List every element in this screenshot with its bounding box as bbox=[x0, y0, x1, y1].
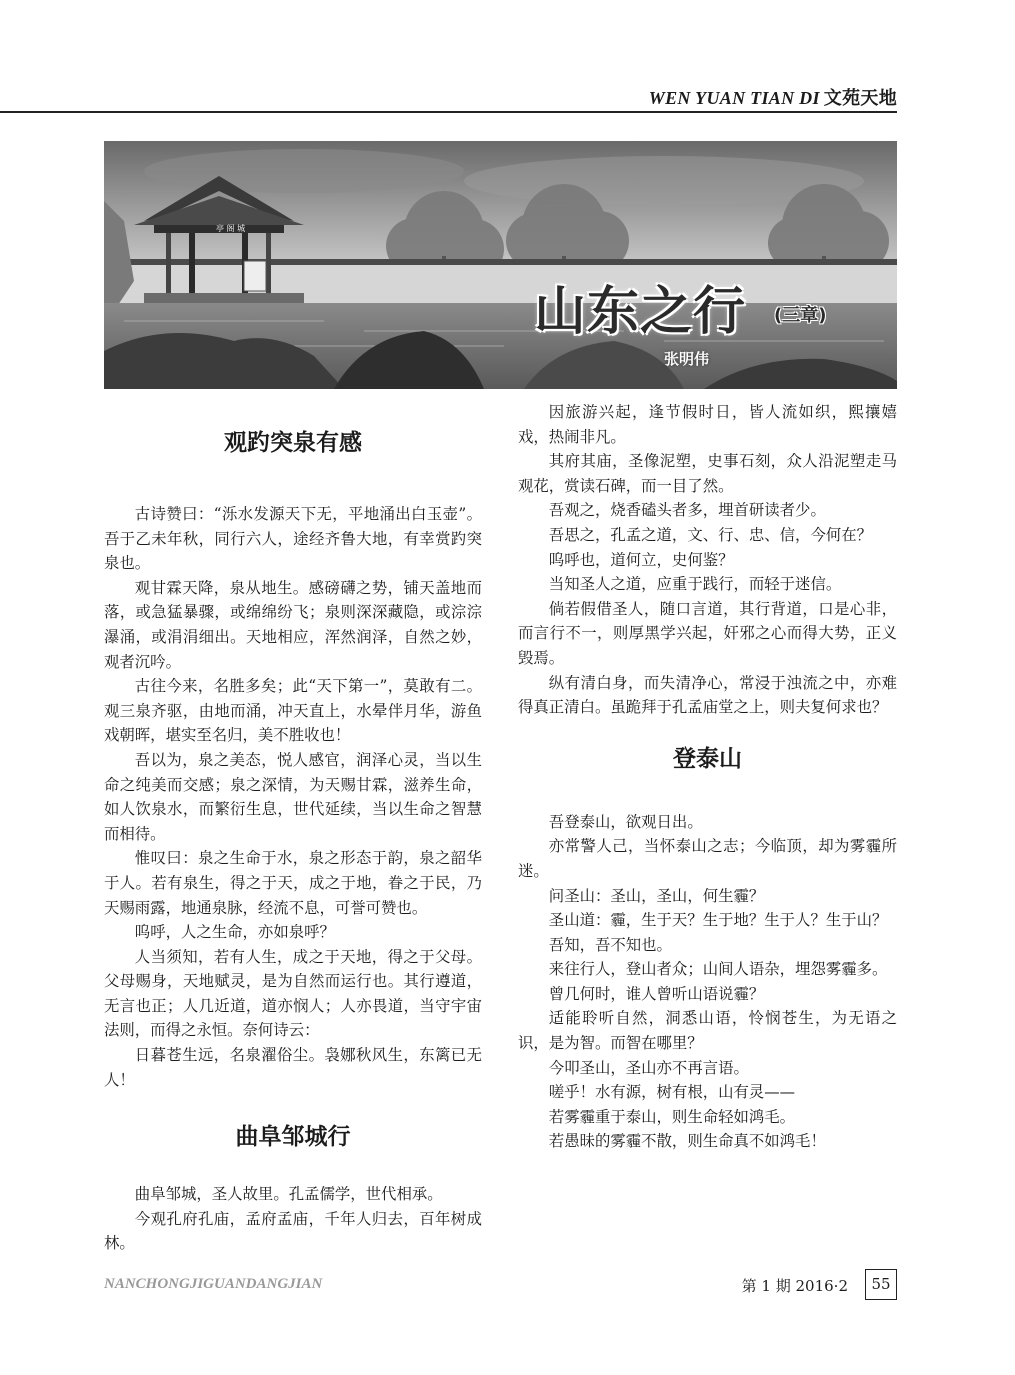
column-title bbox=[649, 84, 897, 110]
paragraph: 观甘霖天降，泉从地生。感磅礴之势，铺天盖地而落，或急猛暴骤，或绵绵纷飞；泉则深深藏隐，或淙淙瀑涌，或涓涓细出。天地相应，浑然润泽，自然之妙，观者沉吟。 bbox=[104, 578, 482, 671]
banner-title: 山东之行 bbox=[534, 282, 747, 342]
paragraph: 因旅游兴起，逢节假时日，皆人流如织，熙攘嬉戏，热闹非凡。 bbox=[518, 403, 897, 446]
left-column bbox=[104, 400, 482, 1256]
section-title-quan: 观趵突泉有感 bbox=[224, 429, 362, 456]
paragraph: 呜呼也，道何立，史何鉴？ bbox=[548, 550, 734, 569]
paragraph: 吾登泰山，欲观日出。 bbox=[548, 812, 703, 831]
section-title-qufu: 曲阜邹城行 bbox=[235, 1123, 351, 1151]
issue-info: 第 1 期 2016·2 bbox=[741, 1277, 848, 1295]
paragraph: 圣山道：霾，生于天？生于地？生于人？生于山？ bbox=[548, 911, 888, 930]
paragraph: 其府其庙，圣像泥塑，史事石刻，众人沿泥塑走马观花，赏读石碑，而一目了然。 bbox=[518, 452, 897, 495]
paragraph: 人当须知，若有人生，成之于天地，得之于父母。父母赐身，天地赋灵，是为自然而运行也。其行遵道，无言也正；人几近道，道亦悯人；人亦畏道，当守宇宙法则，而得之永恒。奈何诗云： bbox=[104, 947, 482, 1040]
paragraph: 纵有清白身，而失清净心，常浸于浊流之中，亦难得真正清白。虽跪拜于孔孟庙堂之上，则夫复何求也？ bbox=[518, 673, 897, 717]
paragraph: 适能聆听自然，洞悉山语，怜悯苍生，为无语之识，是为智。而智在哪里？ bbox=[518, 1009, 897, 1053]
paragraph: 吾以为，泉之美态，悦人感官，润泽心灵，当以生命之纯美而交感；泉之深情，为天赐甘霖，滋养生命，如人饮泉水，而繁衍生息，世代延续，当以生命之智慧而相待。 bbox=[104, 750, 482, 843]
paragraph: 嗟乎！水有源，树有根，山有灵—— bbox=[548, 1083, 796, 1102]
paragraph: 吾思之，孔孟之道，文、行、忠、信，今何在？ bbox=[548, 525, 873, 544]
banner-scene bbox=[104, 141, 897, 389]
banner-image bbox=[104, 141, 897, 389]
paragraph: 古往今来，名胜多矣；此“天下第一”，莫敢有二。观三泉齐驱，由地而涌，冲天直上，水晕伴月华，游鱼戏朝晖，堪实至名归，美不胜收也！ bbox=[104, 677, 482, 745]
paragraph: 吾观之，烧香磕头者多，埋首研读者少。 bbox=[548, 501, 826, 520]
banner-subtitle: (三章) bbox=[774, 305, 827, 326]
author-name: 张明伟 bbox=[664, 350, 710, 368]
paragraph: 问圣山：圣山，圣山，何生霾？ bbox=[548, 886, 765, 905]
column-title-cn: 文苑天地 bbox=[823, 88, 897, 109]
paragraph: 今叩圣山，圣山亦不再言语。 bbox=[548, 1058, 749, 1077]
paragraph: 古诗赞曰：“泺水发源天下无，平地涌出白玉壶”。吾于乙未年秋，同行六人，途经齐鲁大地，有幸赏趵突泉也。 bbox=[104, 505, 482, 573]
paragraph: 日暮苍生远，名泉濯俗尘。袅娜秋风生，东篱已无人！ bbox=[104, 1046, 482, 1089]
pavilion-sign: 亭 阁 城 bbox=[216, 224, 246, 233]
section-title-taishan: 登泰山 bbox=[673, 744, 742, 772]
paragraph: 若愚昧的雾霾不散，则生命真不如鸿毛！ bbox=[548, 1132, 826, 1151]
paragraph: 倘若假借圣人，随口言道，其行背道，口是心非，而言行不一，则厚黑学兴起，奸邪之心而得大势，正义毁焉。 bbox=[518, 599, 897, 667]
page-number: 55 bbox=[865, 1269, 897, 1300]
right-column bbox=[518, 400, 897, 1154]
paragraph: 当知圣人之道，应重于践行，而轻于迷信。 bbox=[548, 575, 842, 594]
paragraph: 曾几何时，谁人曾听山语说霾？ bbox=[548, 984, 765, 1003]
paragraph: 今观孔府孔庙，孟府孟庙，千年人归去，百年树成林。 bbox=[104, 1209, 482, 1253]
journal-name: NANCHONGJIGUANDANGJIAN bbox=[104, 1276, 323, 1292]
paragraph: 曲阜邹城，圣人故里。孔孟儒学，世代相承。 bbox=[134, 1185, 443, 1204]
paragraph: 若雾霾重于泰山，则生命轻如鸿毛。 bbox=[548, 1107, 796, 1126]
paragraph: 亦常警人己，当怀泰山之志；今临顶，却为雾霾所迷。 bbox=[518, 837, 897, 880]
page-header bbox=[0, 78, 897, 113]
paragraph: 吾知，吾不知也。 bbox=[548, 935, 672, 954]
column-title-en: WEN YUAN TIAN DI bbox=[648, 88, 820, 108]
paragraph: 惟叹曰：泉之生命于水，泉之形态于韵，泉之韶华于人。若有泉生，得之于天，成之于地，眷之于民，乃天赐雨露，地通泉脉，经流不息，可誉可赞也。 bbox=[104, 849, 482, 917]
paragraph: 来往行人，登山者众；山间人语杂，埋怨雾霾多。 bbox=[548, 960, 888, 979]
paragraph: 呜呼，人之生命，亦如泉呼？ bbox=[134, 923, 335, 942]
